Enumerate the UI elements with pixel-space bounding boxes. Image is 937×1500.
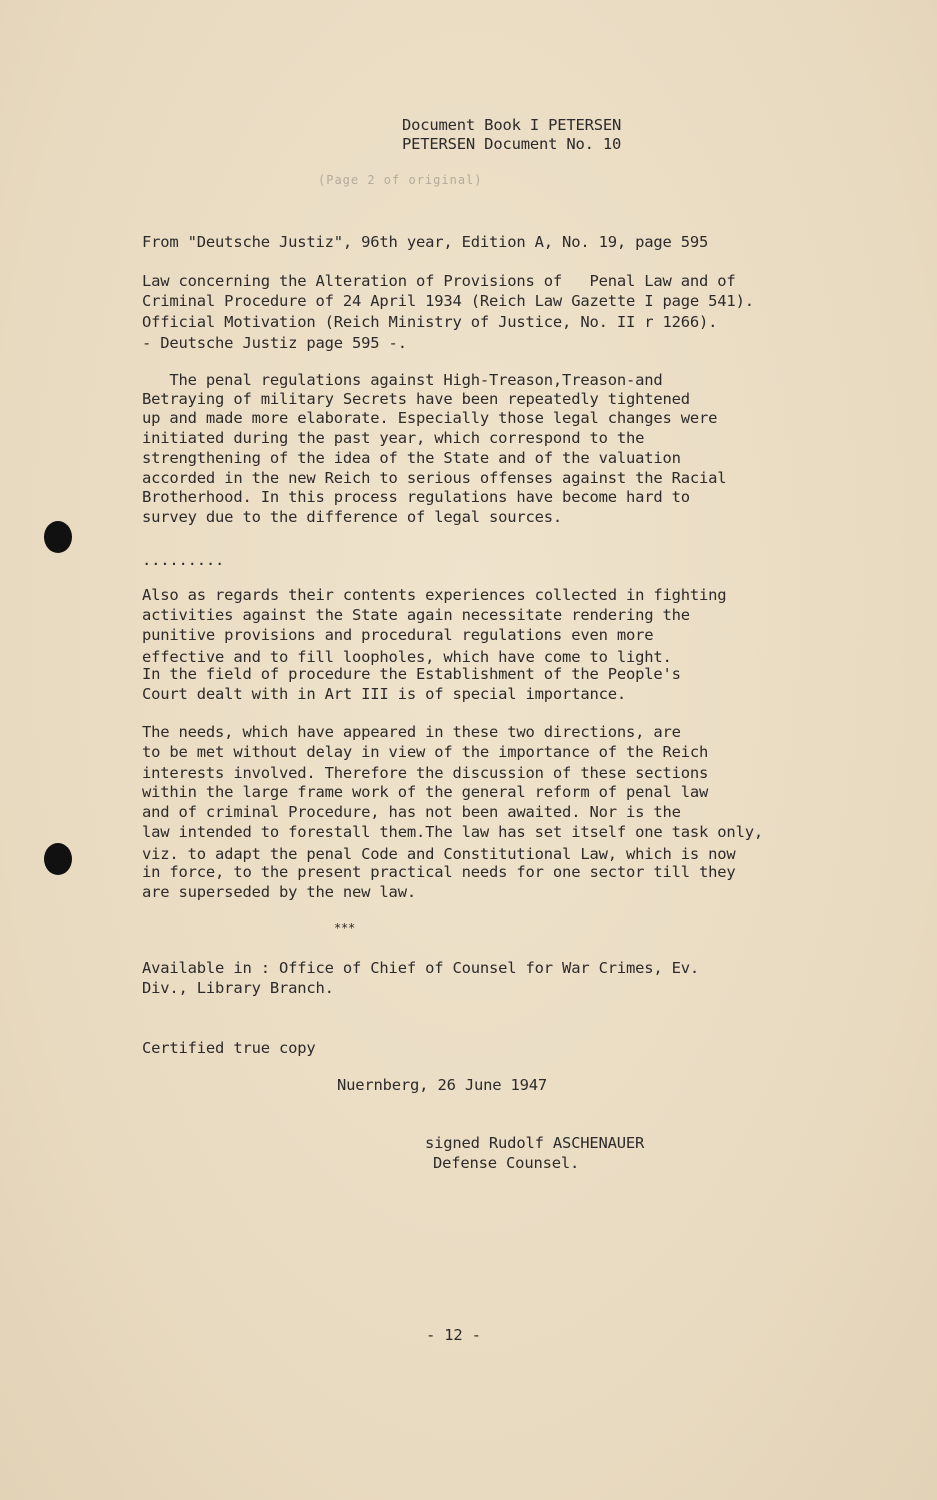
signature-line: signed Rudolf ASCHENAUER <box>425 1134 645 1152</box>
paragraph2-line-5: In the field of procedure the Establishment of the People's <box>142 665 681 683</box>
paragraph1-line-4: initiated during the past year, which correspond to the <box>142 429 645 447</box>
paragraph3-line-3: interests involved. Therefore the discussion of these sections <box>142 764 709 782</box>
paragraph3-line-6: law intended to forestall them.The law has set itself one task only, <box>142 823 763 841</box>
title-line-1: Law concerning the Alteration of Provisions of Penal Law and of <box>142 272 736 290</box>
title-line-3: Official Motivation (Reich Ministry of Justice, No. II r 1266). <box>142 313 718 331</box>
punch-hole-bottom <box>44 843 72 875</box>
paragraph2-line-2: activities against the State again necessitate rendering the <box>142 606 690 624</box>
availability-line-2: Div., Library Branch. <box>142 979 334 997</box>
paragraph1-line-6: accorded in the new Reich to serious offenses against the Racial <box>142 469 727 487</box>
paragraph1-line-7: Brotherhood. In this process regulations have become hard to <box>142 488 690 506</box>
paragraph3-line-4: within the large frame work of the general reform of penal law <box>142 783 709 801</box>
paragraph1-line-2: Betraying of military Secrets have been repeatedly tightened <box>142 390 690 408</box>
paragraph3-line-9: are superseded by the new law. <box>142 883 416 901</box>
paragraph3-line-2: to be met without delay in view of the importance of the Reich <box>142 743 709 761</box>
paragraph1-line-3: up and made more elaborate. Especially those legal changes were <box>142 409 718 427</box>
ellipsis: ......... <box>142 551 225 569</box>
signature-role: Defense Counsel. <box>433 1154 580 1172</box>
place-date: Nuernberg, 26 June 1947 <box>337 1076 548 1094</box>
punch-hole-top <box>44 521 72 553</box>
paragraph2-line-1: Also as regards their contents experiences collected in fighting <box>142 586 727 604</box>
header-doc-number: PETERSEN Document No. 10 <box>402 135 622 153</box>
paragraph3-line-5: and of criminal Procedure, has not been awaited. Nor is the <box>142 803 681 821</box>
paragraph1-line-5: strengthening of the idea of the State and of the valuation <box>142 449 681 467</box>
title-line-4: - Deutsche Justiz page 595 -. <box>142 334 407 352</box>
page-number: - 12 - <box>426 1326 481 1344</box>
paragraph3-line-7: viz. to adapt the penal Code and Constitutional Law, which is now <box>142 845 736 863</box>
availability-line-1: Available in : Office of Chief of Counsel for War Crimes, Ev. <box>142 959 700 977</box>
section-separator: *** <box>334 921 356 935</box>
title-line-2: Criminal Procedure of 24 April 1934 (Reich Law Gazette I page 541). <box>142 292 754 310</box>
paragraph1-line-1: The penal regulations against High-Treason,Treason-and <box>142 371 663 389</box>
paragraph3-line-1: The needs, which have appeared in these two directions, are <box>142 723 681 741</box>
paragraph2-line-4: effective and to fill loopholes, which have come to light. <box>142 648 672 666</box>
paragraph2-line-6: Court dealt with in Art III is of special importance. <box>142 685 626 703</box>
page-stamp: (Page 2 of original) <box>318 173 483 187</box>
certification: Certified true copy <box>142 1039 316 1057</box>
paragraph2-line-3: punitive provisions and procedural regulations even more <box>142 626 654 644</box>
source-line: From "Deutsche Justiz", 96th year, Edition A, No. 19, page 595 <box>142 233 709 251</box>
header-doc-book: Document Book I PETERSEN <box>402 116 622 134</box>
paragraph1-line-8: survey due to the difference of legal sources. <box>142 508 563 526</box>
paragraph3-line-8: in force, to the present practical needs for one sector till they <box>142 863 736 881</box>
